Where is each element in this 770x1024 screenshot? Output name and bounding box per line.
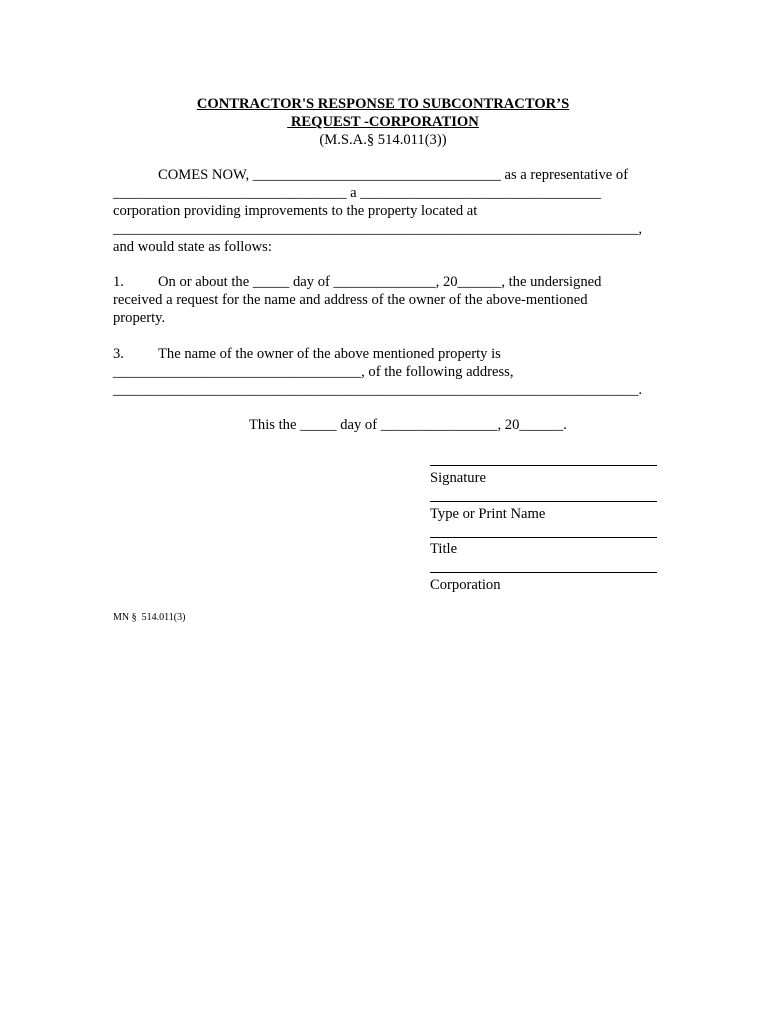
intro-line-1: COMES NOW, __________________________________ as a representative of	[158, 167, 629, 183]
item-1-line-3: property.	[113, 310, 166, 326]
footer-statute: MN § 514.011(3)	[113, 612, 186, 623]
signature-line	[430, 465, 657, 466]
document-title-line1: CONTRACTOR'S RESPONSE TO SUBCONTRACTOR’S	[196, 96, 570, 112]
corporation-label: Corporation	[430, 577, 501, 593]
item-1-number: 1.	[113, 274, 124, 290]
item-3-line-2: __________________________________, of the following address,	[113, 364, 514, 380]
item-1-line-1: On or about the _____ day of ______________, 20______, the undersigned	[158, 274, 602, 290]
intro-line-3: corporation providing improvements to the property located at	[113, 203, 478, 219]
print-name-line	[430, 501, 657, 502]
title-label: Title	[430, 541, 458, 557]
statute-reference: (M.S.A.§ 514.011(3))	[319, 132, 447, 148]
item-1-line-2: received a request for the name and address of the owner of the above-mentioned	[113, 292, 588, 308]
item-3-line-1: The name of the owner of the above mentioned property is	[158, 346, 501, 362]
intro-line-5: and would state as follows:	[113, 239, 272, 255]
title-line	[430, 537, 657, 538]
signature-label: Signature	[430, 470, 486, 486]
item-3-number: 3.	[113, 346, 124, 362]
date-line: This the _____ day of ________________, 20______.	[249, 417, 567, 433]
intro-line-2: ________________________________ a _________________________________	[113, 185, 602, 201]
document-title-line2: REQUEST -CORPORATION	[287, 114, 479, 130]
print-name-label: Type or Print Name	[430, 506, 546, 522]
intro-line-4: ________________________________________________________________________,	[113, 221, 643, 237]
corporation-line	[430, 572, 657, 573]
item-3-line-3: ________________________________________________________________________.	[113, 382, 643, 398]
